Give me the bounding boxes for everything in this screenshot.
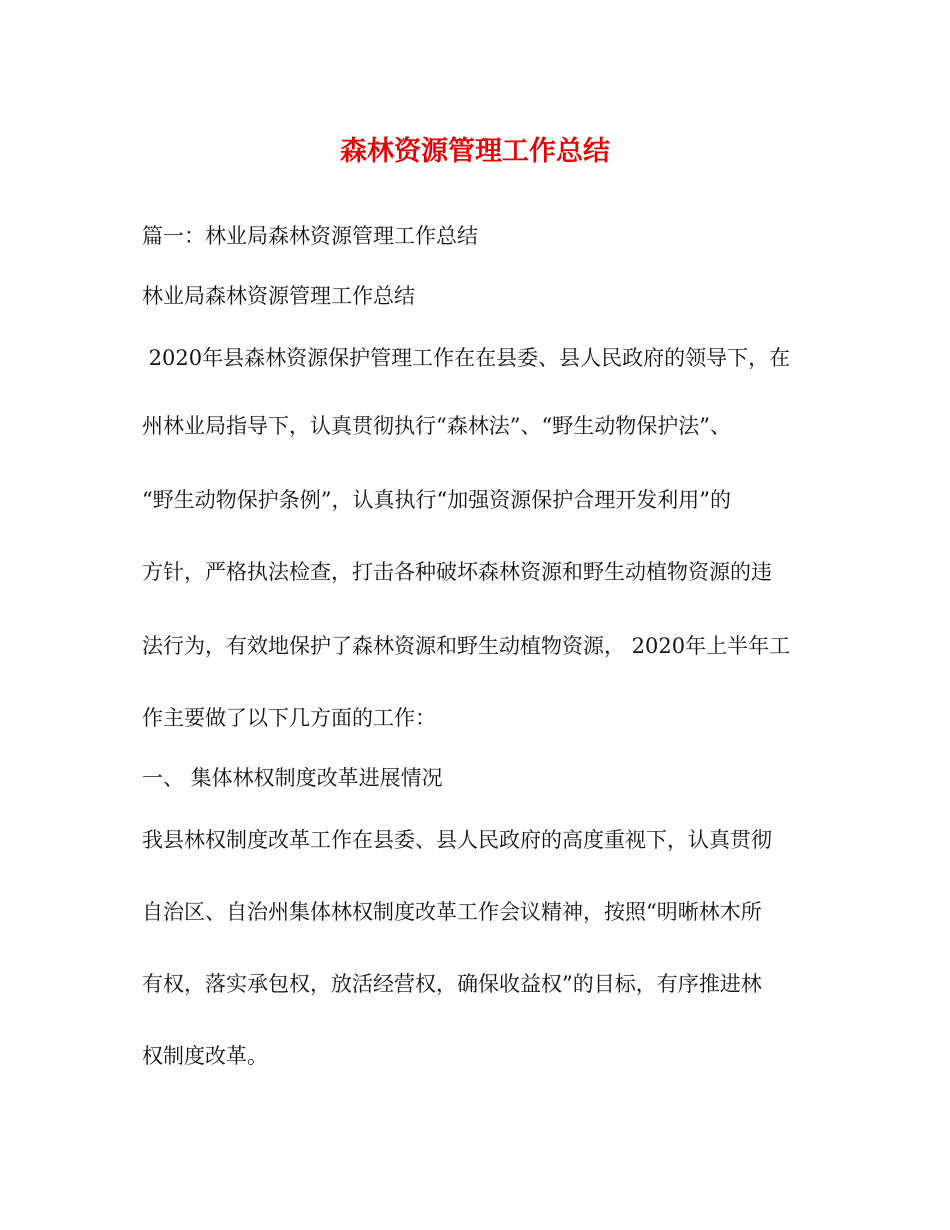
paragraph-line: “野生动物保护条例”，认真执行“加强资源保护合理开发利用”的 xyxy=(142,488,731,512)
paragraph-line: 作主要做了以下几方面的工作： xyxy=(142,706,436,730)
paragraph-line: 自治区、自治州集体林权制度改革工作会议精神，按照“明晰林木所 xyxy=(142,900,762,924)
document-title: 森林资源管理工作总结 xyxy=(340,136,610,167)
paragraph-line: 方针，严格执法检查，打击各种破坏森林资源和野生动植物资源的违 xyxy=(142,560,772,584)
paragraph-line: 州林业局指导下，认真贯彻执行“森林法”、“野生动物保护法”、 xyxy=(142,414,731,438)
paragraph-line: 有权，落实承包权，放活经营权，确保收益权”的目标，有序推进林 xyxy=(142,972,762,996)
paragraph-line: 权制度改革。 xyxy=(142,1044,268,1068)
paragraph-line: 2020年县森林资源保护管理工作在在县委、县人民政府的领导下，在 xyxy=(142,346,791,370)
numbered-heading: 一、 集体林权制度改革进展情况 xyxy=(142,766,443,790)
chapter-heading: 篇一：林业局森林资源管理工作总结 xyxy=(142,224,478,248)
section-heading: 林业局森林资源管理工作总结 xyxy=(142,284,415,308)
paragraph-line: 法行为，有效地保护了森林资源和野生动植物资源， 2020年上半年工 xyxy=(142,634,791,658)
paragraph-line: 我县林权制度改革工作在县委、县人民政府的高度重视下，认真贯彻 xyxy=(142,828,772,852)
